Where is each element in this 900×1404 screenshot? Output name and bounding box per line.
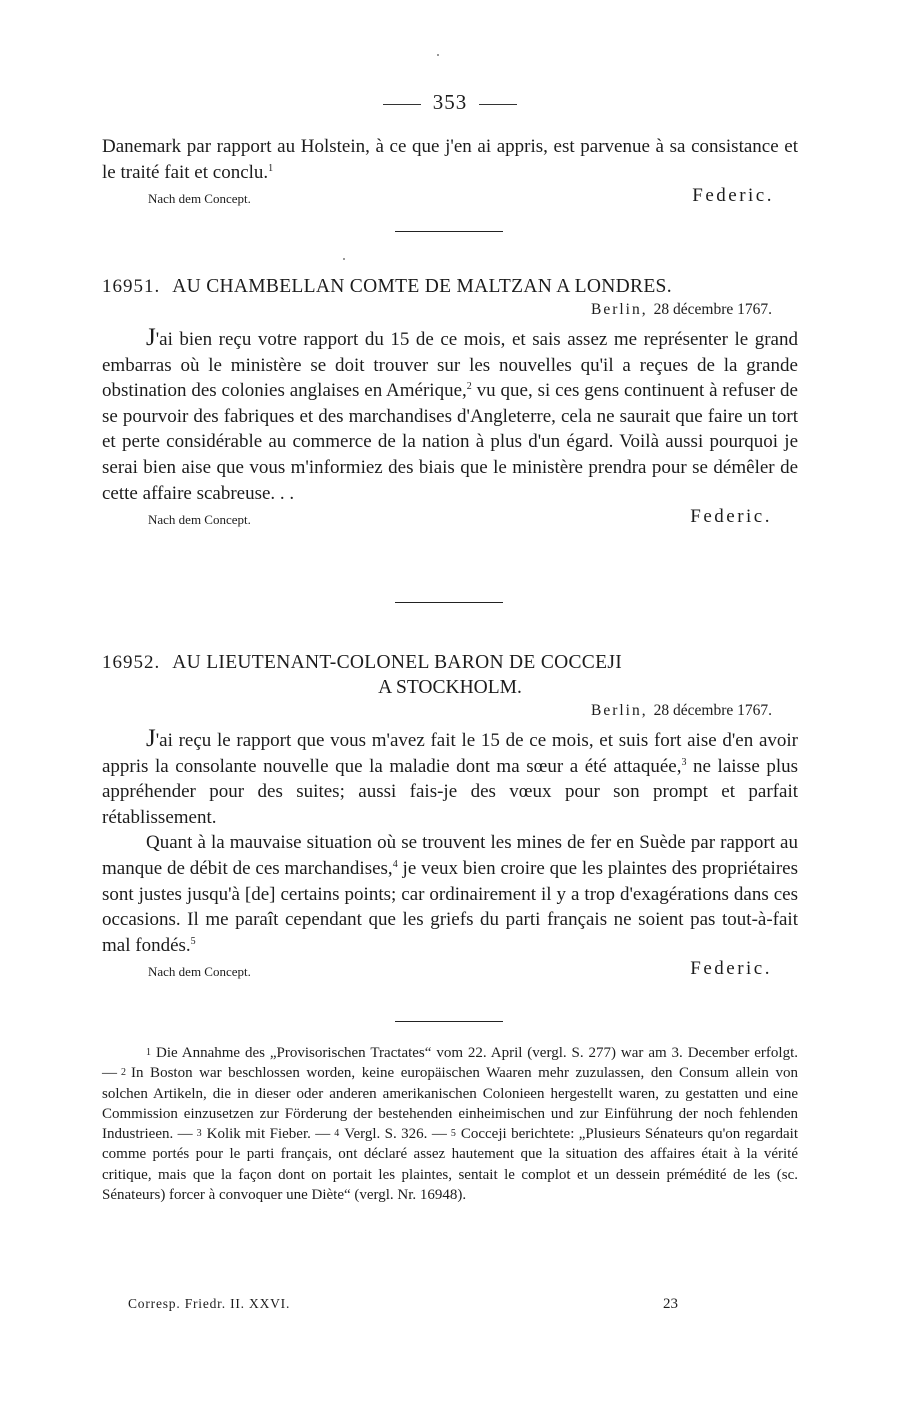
letter-16951 (102, 274, 798, 532)
signature: Federic. (690, 506, 772, 528)
place: Berlin, (591, 702, 648, 719)
source-line (102, 958, 798, 984)
page-number-header (0, 90, 900, 115)
place: Berlin, (591, 301, 648, 318)
source-note: Nach dem Concept. (148, 512, 251, 528)
signature: Federic. (690, 958, 772, 980)
footnote-ref-3: 3 (681, 756, 687, 768)
footer-volume: Corresp. Friedr. II. XXVI. (128, 1296, 291, 1311)
source-line (102, 506, 798, 532)
page-footer (0, 1296, 900, 1318)
footnote-1: Die Annahme des „Provisorischen Tractates“ vom 22. April (vergl. S. 277) war am 3. December erfolgt. — (102, 1045, 798, 1082)
source-note: Nach dem Concept. (148, 191, 251, 207)
dash-left (383, 104, 421, 105)
letter-body (102, 325, 798, 506)
date: 28 décembre 1767. (653, 702, 772, 719)
dateline (102, 700, 798, 722)
footnote-5: Cocceji berichtete: „Plusieurs Sénateurs qu'on regardait comme portés pour le parti français, ont déclaré assez hautement que la situation des affaires était à la vérité critique, mais que la façon dont on portait les plaintes, sentait le complot et un dessein prémédité de les (sc. Sénateurs) forcer à convoquer une Diète“ (vergl. Nr. 16948). (102, 1126, 798, 1204)
body-text: Quant à la mauvaise situation où se trouvent les mines de fer en Suède par rapport au manque de débit de ces marchandises, (102, 832, 798, 879)
intro-block (102, 134, 798, 211)
intro-source-line (102, 185, 798, 211)
letter-number: 16952. (102, 652, 161, 673)
footnote-mark-3: 3 (196, 1128, 202, 1140)
separator-rule (395, 231, 503, 232)
body-text: 'ai reçu le rapport que vous m'avez fait le 15 de ce mois, et suis fort aise d'en avoir appris la consolante nouvelle que la maladie dont ma sœur a été attaquée, (102, 730, 798, 777)
dateline (102, 299, 798, 321)
date: 28 décembre 1767. (653, 301, 772, 318)
footnote-ref-1: 1 (268, 162, 274, 174)
intro-paragraph (102, 134, 798, 185)
initial-letter: J (146, 725, 156, 752)
footnote-2: In Boston war beschlossen worden, keine europäischen Waaren mehr zuzulassen, den Consum allein von solchen Artikeln, die in dieser oder anderen amerikanischen Colonieen hergestellt waren, zu gestatten und eine Commission einzusetzen zur Förderung der bestehenden einheimischen und zur Einführung der noch fehlenden Industrieen. — (102, 1065, 798, 1143)
body-text: vu que, si ces gens continuent à refuser de se pourvoir des fabriques et des marchandises d'Angleterre, cela ne saurait que faire un tort et perte considérable au commerce de la nation à plus d'un égard. Voilà aussi pourquoi je serai bien aise que vous m'informiez des biais que le ministère prendra pour se démêler de cette affaire scabreuse. . . (102, 380, 798, 504)
footnote-ref-5: 5 (190, 935, 196, 947)
footnote-mark-2: 2 (121, 1067, 126, 1079)
footnote-3: Kolik mit Fieber. — (206, 1126, 331, 1143)
letter-heading (102, 274, 798, 299)
intro-text: Danemark par rapport au Holstein, à ce que j'en ai appris, est parvenue à sa consistance et le traité fait et conclu. (102, 136, 798, 183)
footnote-ref-2: 2 (466, 381, 472, 393)
footnote-block (102, 1043, 798, 1205)
source-note: Nach dem Concept. (148, 964, 251, 980)
letter-title-continued: A STOCKHOLM. (378, 677, 522, 698)
letter-16952 (102, 650, 798, 984)
footnote-ref-4: 4 (392, 858, 398, 870)
page-number: 353 (432, 90, 468, 114)
print-speck (437, 54, 439, 56)
print-speck (343, 258, 345, 260)
letter-body-paragraph-1 (102, 726, 798, 830)
body-text: 'ai bien reçu votre rapport du 15 de ce mois, et sais assez me représenter le grand embarras où le ministère se doit trouver sur les nouvelles qu'il a reçues de la grande obstination des colonies anglaises en Amérique, (102, 329, 798, 402)
separator-rule (395, 602, 503, 603)
dash-right (479, 104, 517, 105)
footnote-4: Vergl. S. 326. — (344, 1126, 447, 1143)
letter-title: AU CHAMBELLAN COMTE DE MALTZAN A LONDRES. (172, 276, 672, 297)
letter-body-paragraph-2 (102, 830, 798, 958)
initial-letter: J (146, 324, 156, 351)
footnote-mark-4: 4 (334, 1128, 340, 1140)
signature: Federic. (692, 185, 774, 207)
separator-rule (395, 1021, 503, 1022)
body-text: ne laisse plus appréhender pour des suites; aussi fais-je des vœux pour son prompt et parfait rétablissement. (102, 755, 798, 828)
letter-number: 16951. (102, 276, 161, 297)
letter-title: AU LIEUTENANT-COLONEL BARON DE COCCEJI (172, 652, 623, 673)
footnotes (102, 1043, 798, 1205)
body-text: je veux bien croire que les plaintes des propriétaires sont justes jusqu'à [de] certains points; car ordinairement il y a trop d'exagérations dans ces occasions. Il me paraît cependant que les griefs du parti français ne soient pas tout-à-fait mal fondés. (102, 857, 798, 956)
footnote-mark-1: 1 (146, 1047, 151, 1058)
footnote-mark-5: 5 (450, 1128, 456, 1140)
footer-signature-mark: 23 (663, 1296, 678, 1312)
letter-heading (102, 650, 798, 675)
